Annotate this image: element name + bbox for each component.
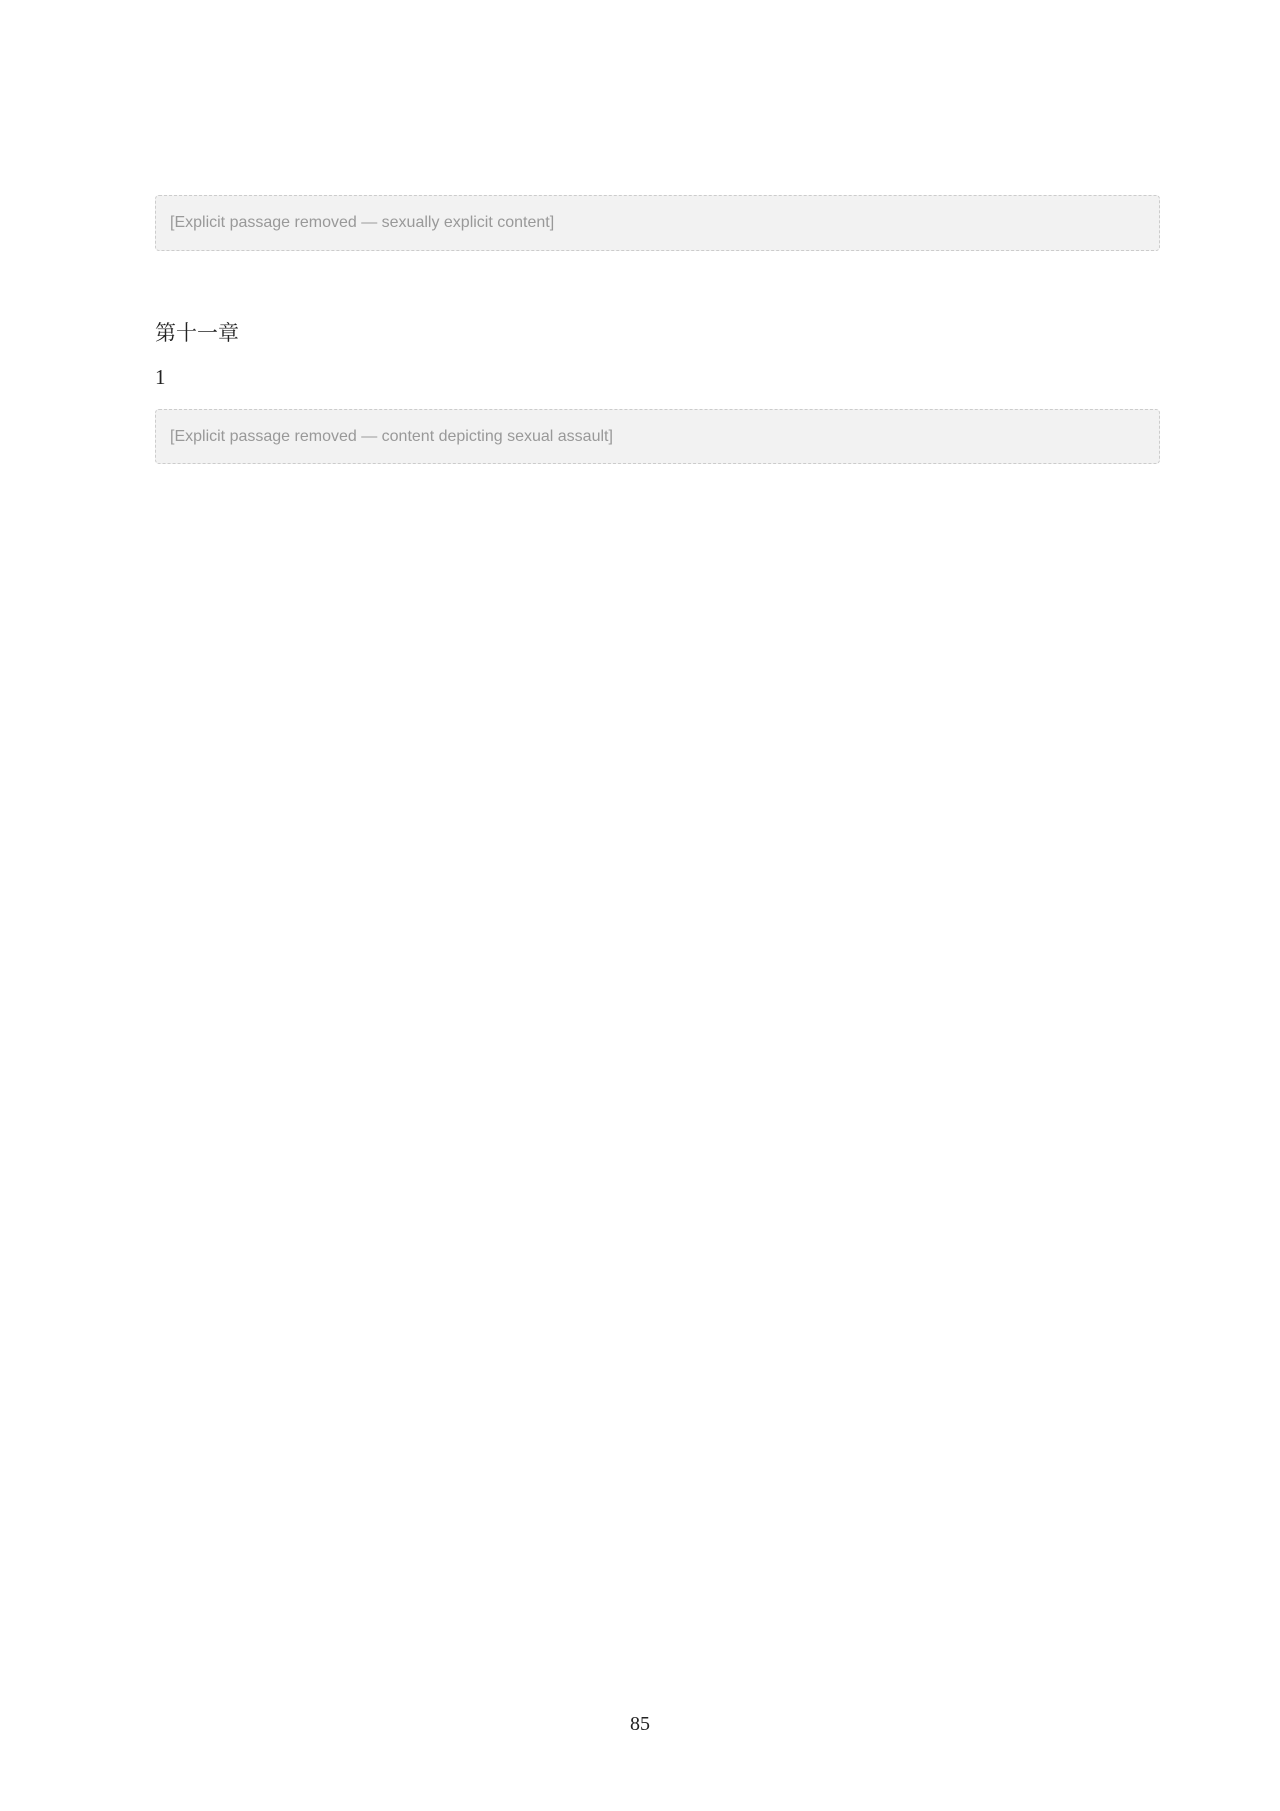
section-number: 1: [155, 364, 166, 389]
redacted-block: [Explicit passage removed — sexually explicit content]: [155, 195, 1160, 251]
chapter-heading: 第十一章: [155, 320, 239, 345]
redacted-block: [Explicit passage removed — content depicting sexual assault]: [155, 409, 1160, 465]
page-number: 85: [630, 1713, 650, 1735]
page-content: [155, 185, 1160, 474]
